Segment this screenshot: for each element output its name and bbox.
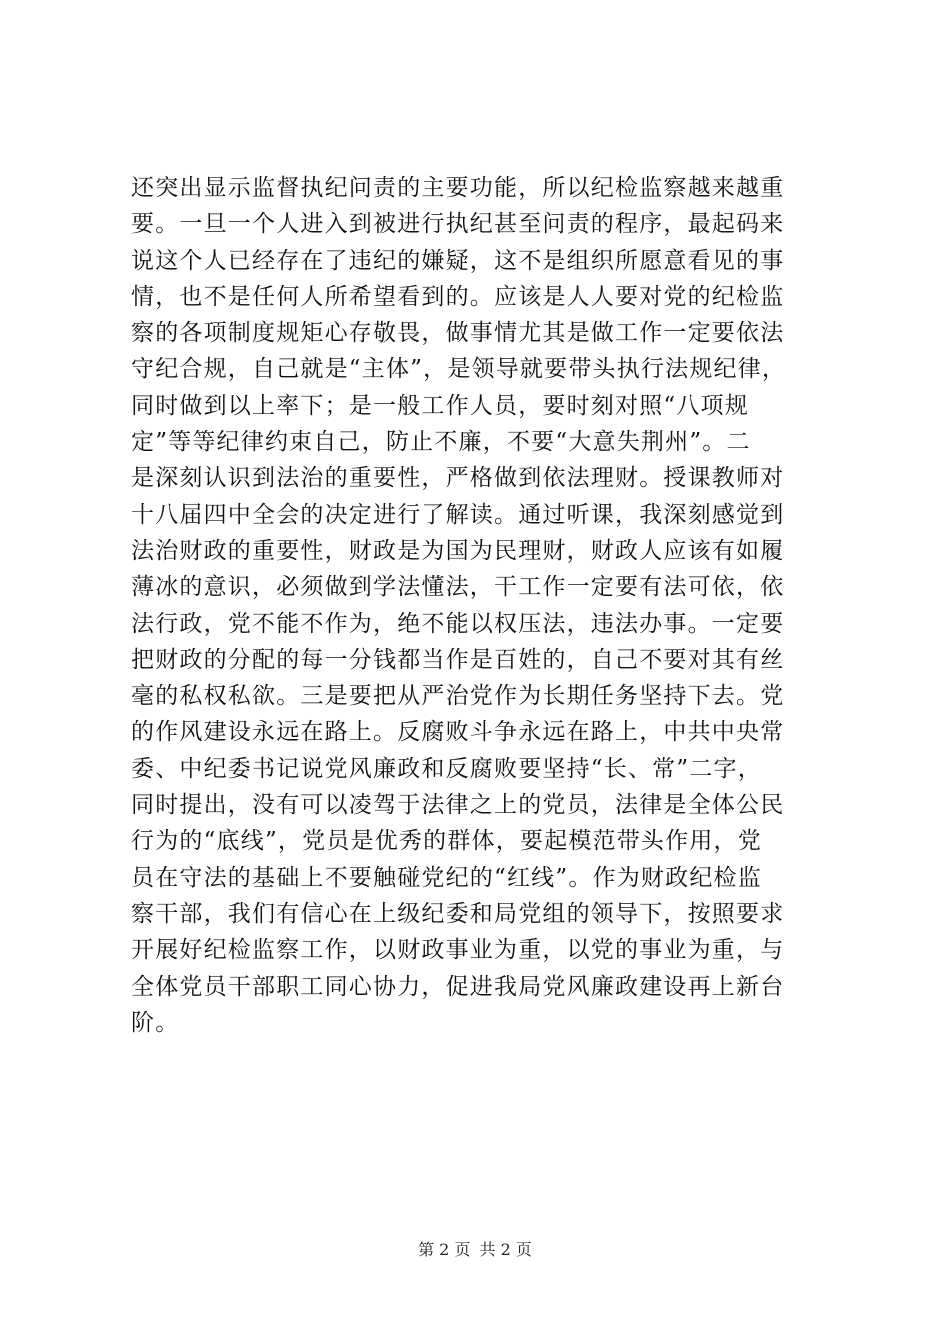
text-line: 还突出显示监督执纪问责的主要功能，所以纪检监察越来越重 bbox=[131, 175, 785, 201]
text-line: 要。一旦一个人进入到被进行执纪甚至问责的程序，最起码来 bbox=[131, 211, 785, 238]
text-line: 察的各项制度规矩心存敬畏，做事情尤其是做工作一定要依法 bbox=[131, 320, 785, 347]
text-line: 把财政的分配的每一分钱都当作是百姓的，自己不要对其有丝 bbox=[131, 646, 785, 673]
text-line: 法行政，党不能不作为，绝不能以权压法，违法办事。一定要 bbox=[131, 610, 785, 637]
text-line: 是深刻认识到法治的重要性，严格做到依法理财。授课教师对 bbox=[131, 465, 785, 492]
text-line: 员在守法的基础上不要触碰党纪的“红线”。作为财政纪检监 bbox=[131, 864, 762, 891]
text-line: 同时提出，没有可以凌驾于法律之上的党员，法律是全体公民 bbox=[131, 792, 785, 819]
text-line: 察干部，我们有信心在上级纪委和局党组的领导下，按照要求 bbox=[131, 900, 785, 927]
text-line: 守纪合规，自己就是“主体”，是领导就要带头执行法规纪律， bbox=[131, 356, 787, 383]
text-line: 十八届四中全会的决定进行了解读。通过听课，我深刻感觉到 bbox=[131, 501, 785, 528]
text-line: 说这个人已经存在了违纪的嫌疑，这不是组织所愿意看见的事 bbox=[131, 247, 785, 274]
text-line: 薄冰的意识，必须做到学法懂法，干工作一定要有法可依，依 bbox=[131, 574, 785, 601]
text-line: 情，也不是任何人所希望看到的。应该是人人要对党的纪检监 bbox=[131, 283, 785, 310]
text-line: 全体党员干部职工同心协力，促进我局党风廉政建设再上新台 bbox=[131, 973, 785, 1000]
text-line: 毫的私权私欲。三是要把从严治党作为长期任务坚持下去。党 bbox=[131, 683, 785, 710]
text-line: 法治财政的重要性，财政是为国为民理财，财政人应该有如履 bbox=[131, 537, 785, 564]
text-line: 开展好纪检监察工作，以财政事业为重，以党的事业为重，与 bbox=[131, 937, 785, 964]
body-paragraph bbox=[131, 170, 843, 1041]
page-footer bbox=[0, 1239, 950, 1261]
text-line: 同时做到以上率下；是一般工作人员，要时刻对照“八项规 bbox=[131, 392, 749, 419]
text-line: 的作风建设永远在路上。反腐败斗争永远在路上，中共中央常 bbox=[131, 719, 785, 746]
text-line: 行为的“底线”，党员是优秀的群体，要起模范带头作用，党 bbox=[131, 828, 762, 855]
page-total: 共 2 页 bbox=[479, 1240, 532, 1259]
page-number: 第 2 页 bbox=[418, 1240, 471, 1259]
text-line: 阶。 bbox=[131, 1009, 180, 1036]
text-line: 定”等等纪律约束自己，防止不廉，不要“大意失荆州”。二 bbox=[131, 429, 751, 456]
text-line: 委、中纪委书记说党风廉政和反腐败要坚持“长、常”二字， bbox=[131, 755, 762, 782]
